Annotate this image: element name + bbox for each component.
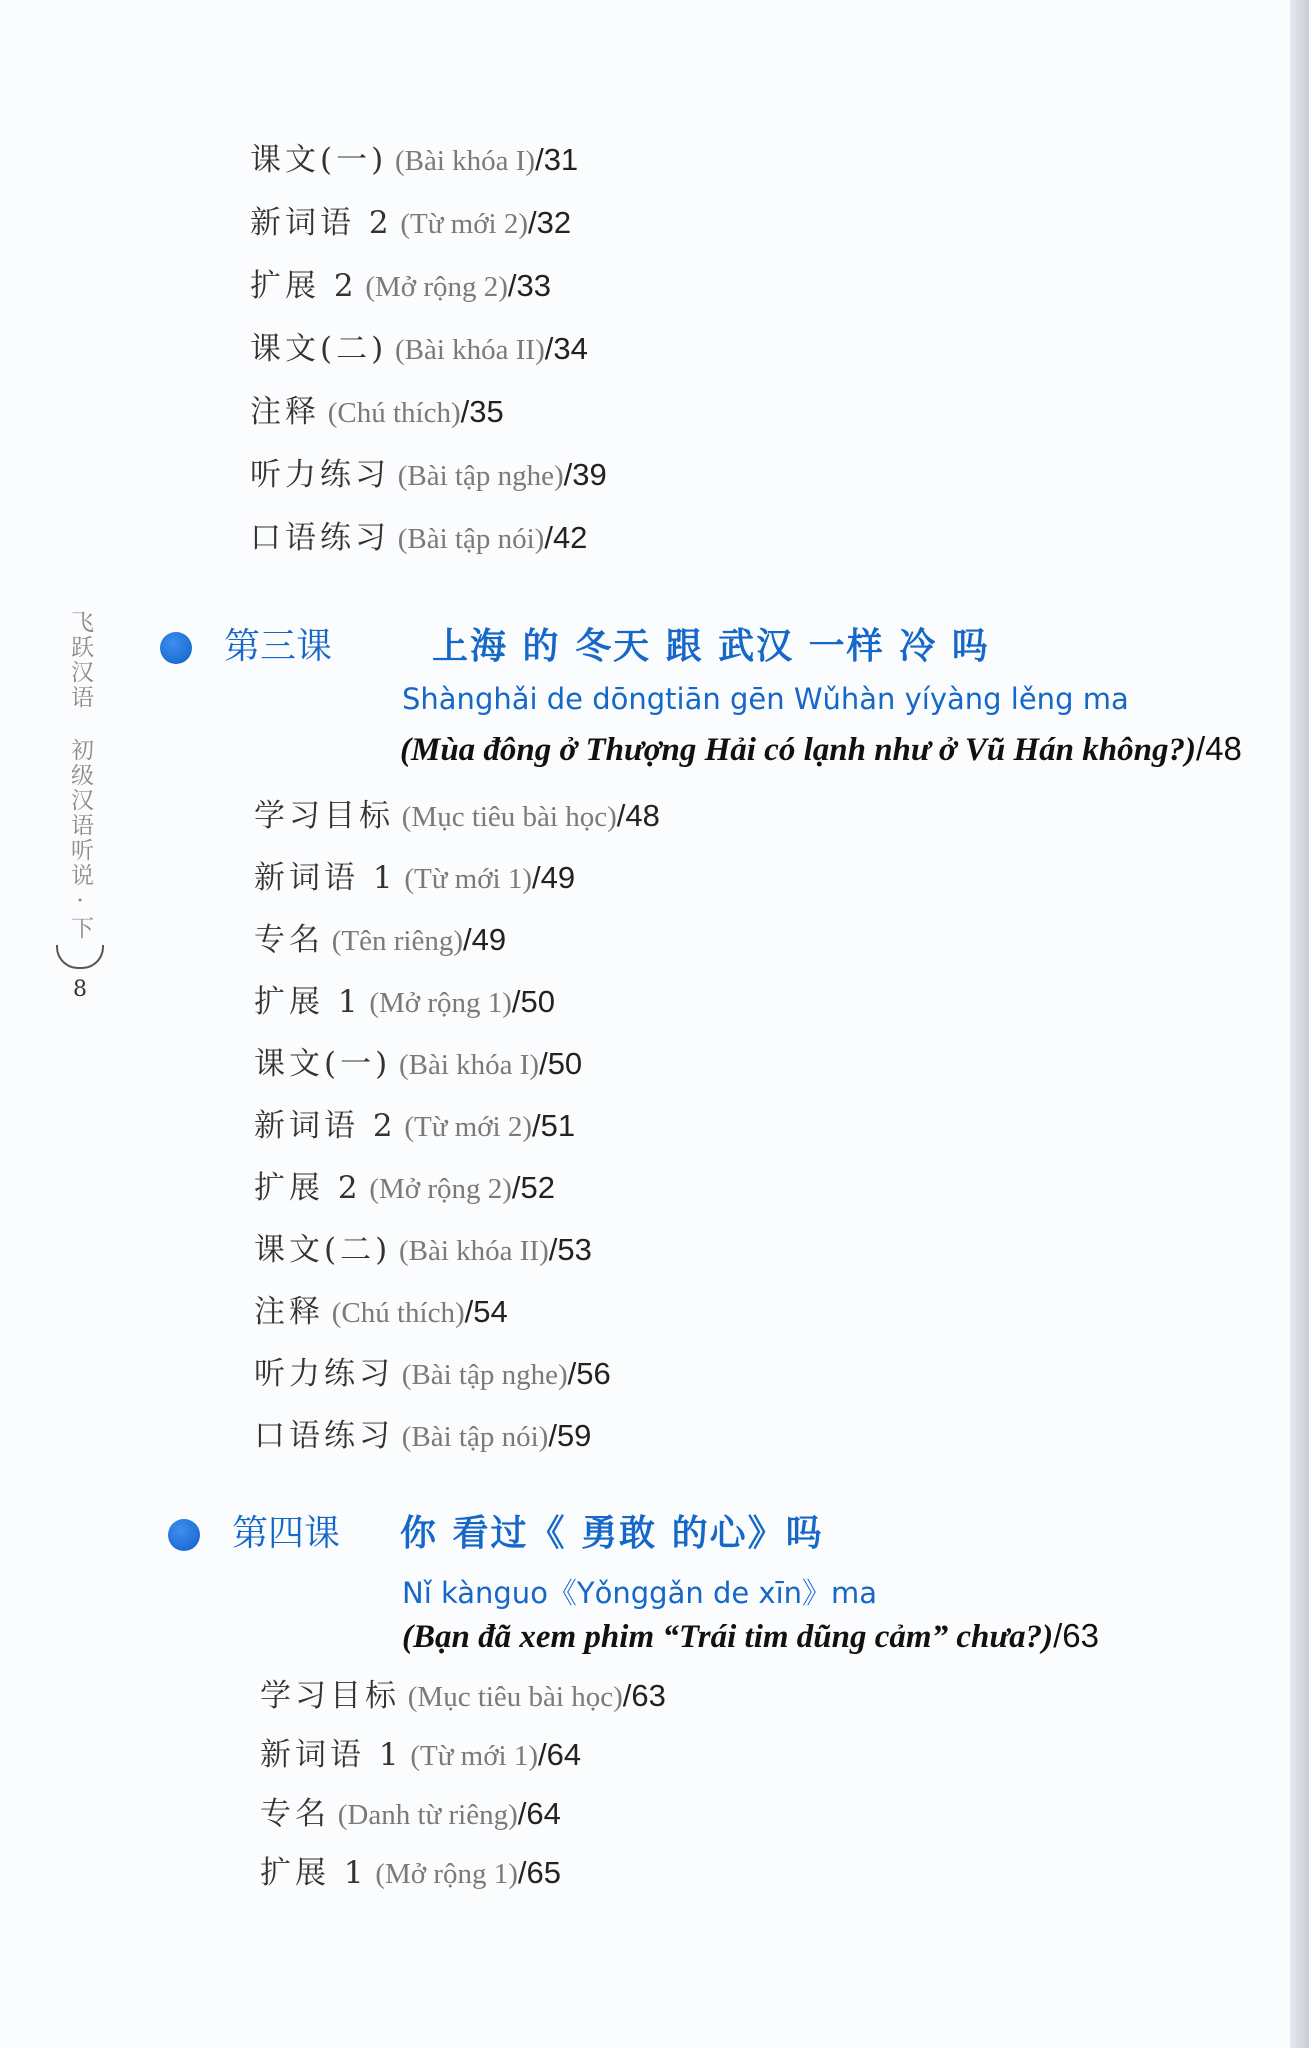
entry-page: /33 [507,268,552,303]
bullet-icon [160,632,192,664]
entry-page: /49 [532,860,576,895]
toc-entry [260,1853,561,1894]
toc-entry [250,266,551,307]
lesson-pinyin: Nǐ kànguo《Yǒnggǎn de xīn》ma [402,1576,878,1610]
toc-entry [260,1735,581,1776]
lesson-page: /48 [1195,730,1242,767]
entry-vietnamese: (Bài tập nói) [397,523,545,555]
entry-vietnamese: (Từ mới 1) [404,863,533,895]
book-title-vertical: 飞跃汉语 初级汉语听说·下 [67,610,93,941]
bullet-icon [168,1519,200,1551]
toc-entry [254,858,575,899]
lesson-pinyin: Shànghǎi de dōngtiān gēn Wǔhàn yíyàng lěng ma [402,682,1129,716]
entry-chinese: 学习目标 [254,798,394,834]
toc-entry [260,1676,666,1717]
toc-entry [254,1416,591,1457]
entry-vietnamese: (Mục tiêu bài học) [401,801,617,833]
entry-vietnamese: (Mở rộng 1) [369,987,512,1019]
entry-chinese: 专名 [254,922,324,958]
entry-chinese: 口语练习 [250,520,390,556]
lesson-vietnamese-text: (Bạn đã xem phim “Trái tim dũng cảm” chưa?) [402,1619,1054,1655]
entry-page: /52 [511,1170,556,1205]
entry-page: /50 [511,984,556,1019]
toc-entry [254,1354,611,1395]
entry-vietnamese: (Mở rộng 1) [375,1858,518,1890]
entry-chinese: 扩展 2 [254,1170,362,1206]
page-number: 8 [73,977,87,1002]
lesson-number: 第三课 [224,626,333,667]
entry-chinese: 扩展 1 [254,984,362,1020]
entry-vietnamese: (Bài khóa I) [394,145,536,177]
entry-page: /65 [517,1855,562,1890]
lesson-vietnamese-title [402,1617,1099,1656]
entry-chinese: 专名 [260,1796,330,1832]
entry-page: /64 [538,1737,582,1772]
entry-chinese: 课文(二) [254,1232,392,1268]
entry-chinese: 新词语 1 [254,860,397,896]
entry-vietnamese: (Từ mới 2) [404,1111,533,1143]
lesson-title: 你 看过《 勇敢 的心》吗 [400,1513,824,1554]
entry-vietnamese: (Chú thích) [331,1297,465,1329]
toc-entry [250,140,578,181]
entry-chinese: 新词语 1 [260,1737,403,1773]
entry-vietnamese: (Danh từ riêng) [337,1799,518,1831]
page-edge [1290,0,1309,2048]
lesson-page: /63 [1053,1617,1099,1654]
toc-entry [250,518,587,559]
entry-vietnamese: (Mục tiêu bài học) [407,1681,623,1713]
entry-vietnamese: (Bài khóa II) [394,334,545,366]
entry-page: /53 [548,1232,592,1267]
entry-chinese: 扩展 1 [260,1855,368,1891]
toc-entry [254,920,506,961]
entry-page: /50 [539,1046,583,1081]
entry-page: /54 [464,1294,508,1329]
entry-chinese: 口语练习 [254,1418,394,1454]
entry-chinese: 听力练习 [250,457,390,493]
entry-chinese: 注释 [250,394,320,430]
lesson-vietnamese-text: (Mùa đông ở Thượng Hải có lạnh như ở Vũ Hán không?) [400,732,1196,768]
toc-entry [254,796,660,837]
entry-vietnamese: (Từ mới 1) [410,1740,539,1772]
entry-chinese: 注释 [254,1294,324,1330]
entry-page: /56 [567,1356,611,1391]
lesson-number: 第四课 [232,1513,341,1554]
toc-entry [260,1794,561,1835]
toc-entry [250,329,588,370]
entry-chinese: 课文(二) [250,331,388,367]
toc-entry [254,1106,575,1147]
entry-chinese: 扩展 2 [250,268,358,304]
entry-chinese: 课文(一) [254,1046,392,1082]
lesson-vietnamese-title [400,730,1242,769]
entry-chinese: 新词语 2 [250,205,393,241]
entry-page: /59 [548,1418,592,1453]
toc-entry [254,1230,592,1271]
toc-entry [254,982,555,1023]
entry-chinese: 学习目标 [260,1678,400,1714]
entry-vietnamese: (Từ mới 2) [400,208,529,240]
entry-vietnamese: (Bài tập nghe) [397,460,564,492]
entry-vietnamese: (Bài khóa I) [398,1049,540,1081]
entry-chinese: 新词语 2 [254,1108,397,1144]
toc-entry [254,1168,555,1209]
entry-page: /63 [622,1678,666,1713]
toc-entry [254,1044,582,1085]
entry-page: /42 [544,520,588,555]
entry-vietnamese: (Bài tập nói) [401,1421,549,1453]
entry-vietnamese: (Bài tập nghe) [401,1359,568,1391]
entry-page: /48 [616,798,660,833]
toc-entry [250,203,571,244]
entry-vietnamese: (Mở rộng 2) [369,1173,512,1205]
entry-page: /64 [517,1796,561,1831]
entry-page: /31 [535,142,579,177]
entry-chinese: 课文(一) [250,142,388,178]
margin-book-label [56,610,104,1002]
entry-page: /39 [563,457,607,492]
entry-vietnamese: (Bài khóa II) [398,1235,549,1267]
toc-entry [254,1292,508,1333]
entry-page: /49 [463,922,507,957]
entry-vietnamese: (Mở rộng 2) [365,271,508,303]
entry-page: /32 [528,205,572,240]
page-number-bracket [56,945,104,969]
toc-entry [250,392,504,433]
entry-vietnamese: (Chú thích) [327,397,461,429]
toc-entry [250,455,607,496]
entry-page: /34 [544,331,588,366]
entry-chinese: 听力练习 [254,1356,394,1392]
entry-page: /35 [460,394,504,429]
lesson-title: 上海 的 冬天 跟 武汉 一样 冷 吗 [432,626,990,667]
entry-vietnamese: (Tên riêng) [331,925,463,957]
entry-page: /51 [532,1108,576,1143]
